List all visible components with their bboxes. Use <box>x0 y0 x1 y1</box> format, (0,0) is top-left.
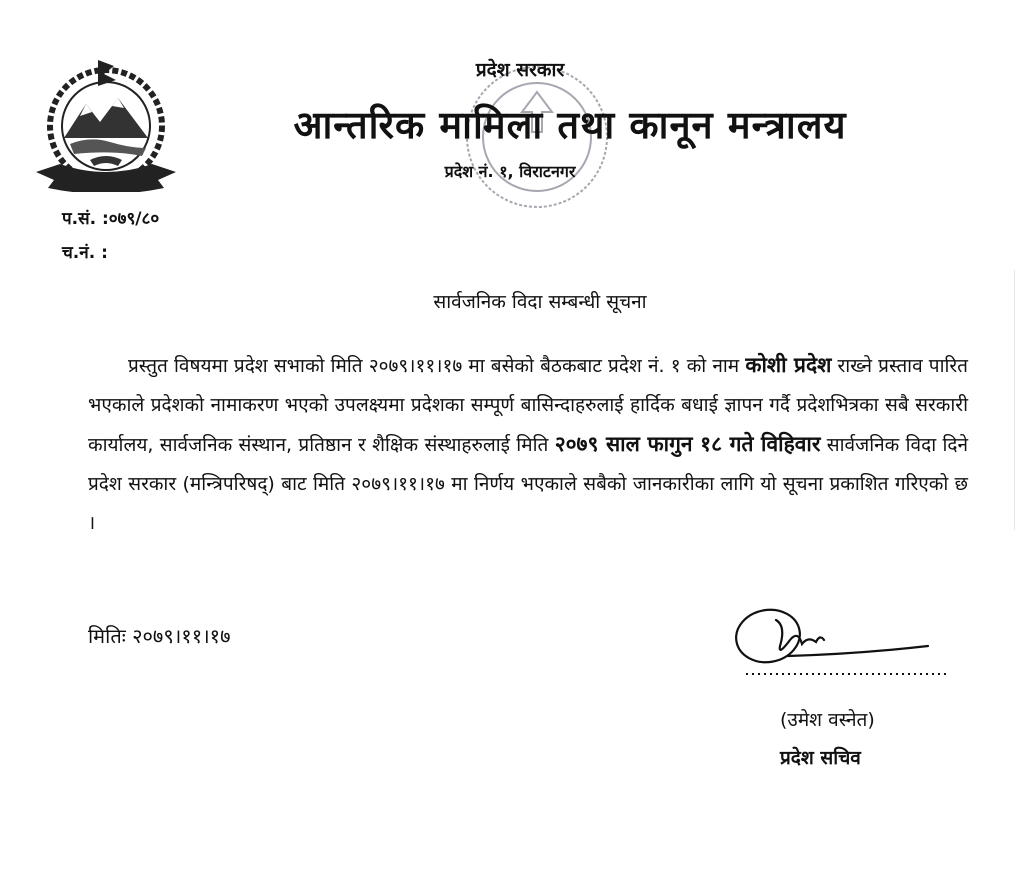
nepal-emblem-icon <box>30 52 182 192</box>
government-heading: प्रदेश सरकार <box>475 59 565 81</box>
signatory-title: प्रदेश सचिव <box>780 747 861 769</box>
body-text-part2: राख्ने प्रस्ताव पारित भएकाले प्रदेशको नामाकरण भएको उपलक्ष्यमा प्रदेशका सम्पूर्ण बासिन्दाहरुलाई हार्दिक बधाई ज्ञापन गर्दै प्रदेशभित्रका सबै सरकारी कार्यालय, सार्वजनिक संस्थान, प्रतिष्ठान र शैक्षिक संस्थाहरुलाई मिति <box>88 355 969 456</box>
page-edge-shadow <box>1014 270 1015 530</box>
dispatch-number: च.नं. : <box>62 243 108 263</box>
province-name-highlight: कोशी प्रदेश <box>745 353 832 377</box>
holiday-date-highlight: २०७९ साल फागुन १८ गते विहिवार <box>554 432 821 456</box>
ministry-address: प्रदेश नं. १, विराटनगर <box>444 162 576 181</box>
body-text-part1: प्रस्तुत विषयमा प्रदेश सभाको मिति २०७९।११।१७ मा बसेको बैठकबाट प्रदेश नं. १ को नाम <box>128 355 746 377</box>
body-text-part3: सार्वजनिक विदा दिने प्रदेश सरकार (मन्त्रिपरिषद्) बाट मिति २०७९।११।१७ मा निर्णय भएकाले सबैको जानकारीका लागि यो सूचना प्रकाशित गरिएको छ । <box>88 434 969 534</box>
issue-date: मितिः २०७९।११।१७ <box>88 624 231 648</box>
notice-body <box>88 346 968 543</box>
signatory-name: (उमेश वस्नेत) <box>780 709 875 731</box>
handwritten-signature-icon <box>728 596 958 686</box>
ministry-title: आन्तरिक मामिला तथा कानून मन्त्रालय <box>293 103 847 147</box>
notice-subject: सार्वजनिक विदा सम्बन्धी सूचना <box>433 291 647 313</box>
letter-reference-number: प.सं. :०७९/८० <box>62 209 160 229</box>
